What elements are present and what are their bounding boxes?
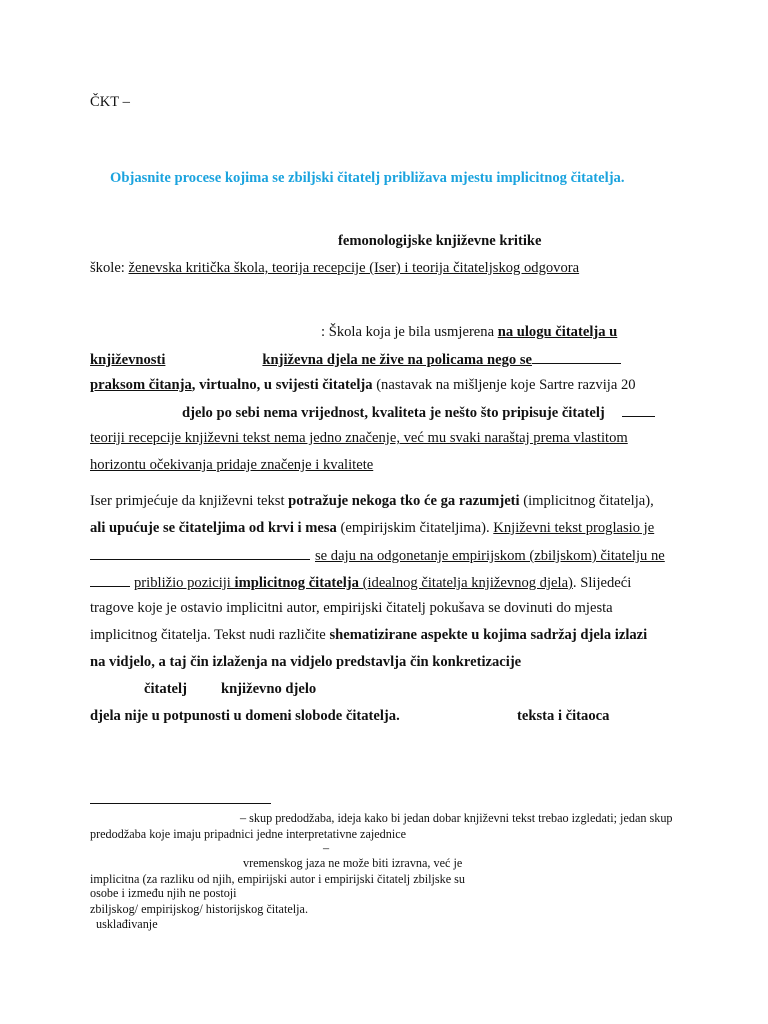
reader-word: čitatelj — [144, 681, 187, 697]
following-word: . Slijedeći — [572, 575, 632, 591]
works-on-shelves-phrase: književna djela ne žive na policama nego se — [262, 352, 532, 368]
footnote-line-4 — [243, 856, 462, 871]
horizon-of-expectations-statement: horizontu očekivanja pridaje značenje i kvalitete — [90, 457, 374, 473]
not-fully-free-statement: djela nije u potpunosti u domeni slobode čitatelja. — [90, 708, 400, 724]
p2-line-5 — [90, 599, 613, 617]
text-declared-phrase: Književni tekst proglasio je — [493, 520, 655, 536]
p2-line-6 — [90, 626, 647, 644]
empirical-readers-note: (empirijskim čitateljima). — [336, 520, 494, 536]
concretization-statement: na vidjelo, a taj čin izlaženja na vidjelo predstavlja čin konkretizacije — [90, 654, 522, 670]
flesh-and-blood-readers-phrase: ali upućuje se čitateljima od krvi i mesa — [90, 520, 337, 536]
blank-line — [622, 403, 655, 417]
footnote-separator — [90, 803, 271, 804]
text-offers-intro: implicitnog čitatelja. Tekst nudi različite — [90, 627, 330, 643]
p2-line-4 — [90, 573, 631, 592]
footnote-text: zbiljskog/ empirijskog/ historijskog čitatelja. — [90, 902, 308, 916]
literature-word: književnosti — [90, 352, 166, 368]
question-heading — [110, 169, 625, 187]
blank-line — [90, 573, 130, 587]
body-line-8 — [90, 456, 373, 474]
iser-intro: Iser primjećuje da književni tekst — [90, 493, 289, 509]
schools-list: ženevska kritička škola, teorija recepcije (Iser) i teorija čitateljskog odgovora — [128, 260, 580, 276]
footnote-text: implicitna (za razliku od njih, empirijski autor i empirijski čitatelj zbiljske su — [90, 872, 466, 886]
traces-statement: tragove koje je ostavio implicitni autor, empirijski čitatelj pokušava se dovinuti do mjesta — [90, 600, 613, 616]
ideal-reader-note: (idealnog čitatelja književnog djela) — [358, 575, 573, 591]
body-line-6 — [182, 403, 655, 422]
p2-line-1 — [90, 492, 654, 510]
demands-someone-phrase: potražuje nekoga tko će ga razumjeti — [288, 493, 520, 509]
virtual-consciousness-phrase: , virtualno, u svijesti čitatelja — [191, 377, 373, 393]
work-value-statement: djelo po sebi nema vrijednost, kvaliteta je nešto što pripisuje čitatelj — [182, 405, 605, 421]
footnote-text: – skup predodžaba, ideja kako bi jedan dobar književni tekst trebao izgledati; jedan skup — [240, 811, 673, 825]
body-line-7 — [90, 429, 628, 447]
body-line-4 — [90, 350, 621, 369]
p2-line-3 — [90, 546, 665, 565]
footnote-line-5 — [90, 872, 465, 887]
footnote-line-6 — [90, 886, 237, 901]
p2-line-9 — [90, 707, 400, 725]
header-text: ČKT – — [90, 94, 130, 110]
blank-line — [532, 350, 621, 364]
sartre-note: (nastavak na mišljenje koje Sartre razvija 20 — [372, 377, 636, 393]
footnote-text: predodžaba koje imaju pripadnici jedne interpretativne zajednice — [90, 827, 407, 841]
reception-theory-statement: teoriji recepcije književni tekst nema jedno značenje, već mu svaki naraštaj prema vlastitom — [90, 430, 628, 446]
document-header — [90, 93, 130, 111]
schematized-aspects-phrase: shematizirane aspekte u kojima sadržaj djela izlazi — [329, 627, 648, 643]
p2-line-8 — [144, 680, 316, 698]
footnote-text: vremenskog jaza ne može biti izravna, već je — [243, 856, 463, 870]
reading-practice-phrase: praksom čitanja — [90, 377, 192, 393]
footnote-line-7 — [90, 902, 308, 917]
body-line-1 — [338, 232, 542, 250]
schools-label: škole: — [90, 260, 129, 276]
p2-line-7 — [90, 653, 521, 671]
question-text: Objasnite procese kojima se zbiljski čitatelj približava mjestu implicitnog čitatelja. — [110, 170, 625, 186]
footnote-line-8 — [96, 917, 158, 932]
footnote-dash: – — [323, 841, 330, 855]
body-line-5 — [90, 376, 636, 394]
body-line-2 — [90, 259, 579, 277]
literary-work-word: književno djelo — [220, 681, 317, 697]
footnote-line-3 — [323, 841, 329, 856]
p2-line-2 — [90, 519, 654, 537]
given-to-empirical-reader-phrase: se daju na odgonetanje empirijskom (zbiljskom) čitatelju ne — [315, 548, 665, 564]
text-and-reader-phrase: teksta i čitaoca — [517, 708, 610, 724]
footnote-text: usklađivanje — [96, 917, 158, 931]
p2-line-9-right — [517, 707, 609, 725]
reader-role-phrase: na ulogu čitatelja u — [497, 324, 618, 340]
school-description-text: : Škola koja je bila usmjerena — [321, 324, 498, 340]
body-line-3 — [321, 323, 617, 341]
footnote-line-1 — [240, 811, 673, 826]
phenomenological-criticism-term: femonologijske književne kritike — [338, 233, 542, 249]
footnote-text: osobe i između njih ne postoji — [90, 886, 237, 900]
implicit-reader-term: implicitnog čitatelja — [234, 575, 359, 591]
footnote-line-2 — [90, 827, 406, 842]
blank-line — [90, 546, 310, 560]
implicit-reader-note: (implicitnog čitatelja), — [519, 493, 654, 509]
approached-position-phrase: približio poziciji — [134, 575, 235, 591]
